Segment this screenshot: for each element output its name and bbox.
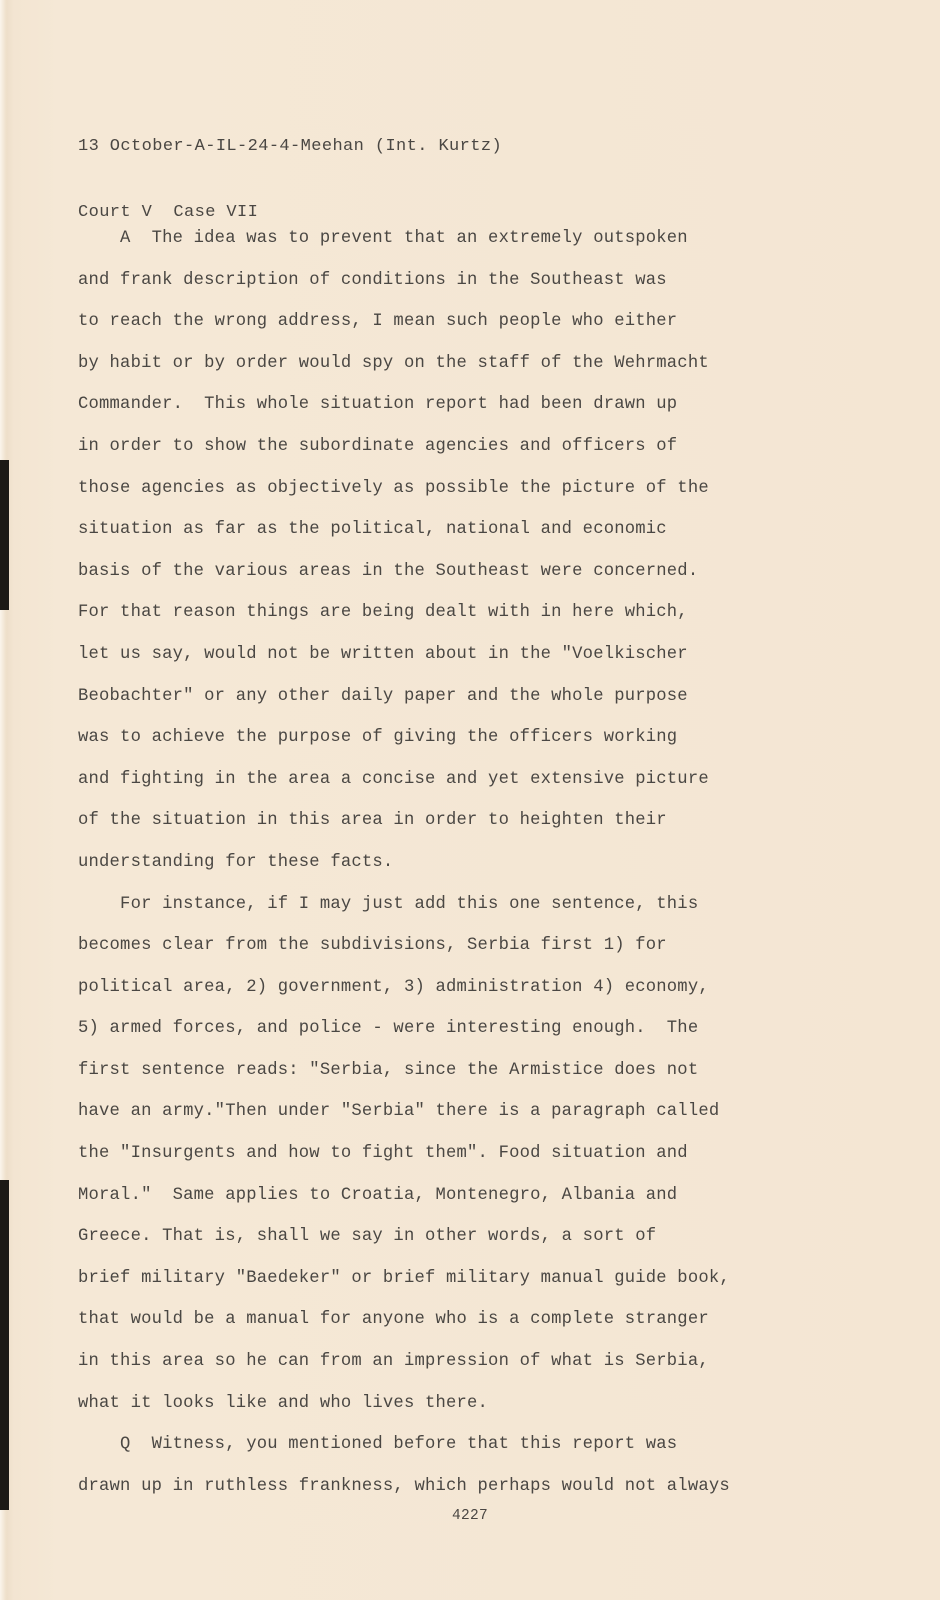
- transcript-line: let us say, would not be written about in the "Voelkischer: [78, 644, 688, 664]
- transcript-line: that would be a manual for anyone who is a complete stranger: [78, 1310, 709, 1330]
- transcript-line: Beobachter" or any other daily paper and the whole purpose: [78, 686, 688, 706]
- transcript-line: Moral." Same applies to Croatia, Montenegro, Albania and: [78, 1185, 678, 1205]
- transcript-line: becomes clear from the subdivisions, Serbia first 1) for: [78, 936, 667, 956]
- transcript-line: A The idea was to prevent that an extremely outspoken: [78, 229, 688, 248]
- transcript-line: situation as far as the political, national and economic: [78, 520, 667, 540]
- transcript-line: Greece. That is, shall we say in other words, a sort of: [78, 1227, 657, 1247]
- transcript-line: brief military "Baedeker" or brief military manual guide book,: [78, 1268, 730, 1288]
- transcript-line: Q Witness, you mentioned before that this report was: [78, 1435, 678, 1455]
- transcript-line: basis of the various areas in the Southeast were concerned.: [78, 561, 699, 581]
- transcript-line: was to achieve the purpose of giving the officers working: [78, 728, 678, 748]
- transcript-line: and fighting in the area a concise and yet extensive picture: [78, 769, 709, 789]
- header-session-line: 13 October-A-IL-24-4-Meehan (Int. Kurtz): [78, 137, 503, 156]
- transcript-line: to reach the wrong address, I mean such people who either: [78, 312, 678, 332]
- binding-mark-upper: [0, 460, 9, 610]
- transcript-line: Commander. This whole situation report had been drawn up: [78, 395, 678, 415]
- transcript-line: the "Insurgents and how to fight them". Food situation and: [78, 1144, 688, 1164]
- transcript-line: For that reason things are being dealt with in here which,: [78, 603, 688, 623]
- transcript-line: first sentence reads: "Serbia, since the Armistice does not: [78, 1060, 699, 1080]
- transcript-line: 5) armed forces, and police - were interesting enough. The: [78, 1019, 699, 1039]
- transcript-line: political area, 2) government, 3) administration 4) economy,: [78, 977, 709, 997]
- transcript-line: and frank description of conditions in the Southeast was: [78, 270, 667, 290]
- binding-mark-lower: [0, 1180, 9, 1510]
- transcript-line: in this area so he can from an impression of what is Serbia,: [78, 1352, 709, 1372]
- transcript-body: [78, 218, 858, 1507]
- transcript-line: what it looks like and who lives there.: [78, 1393, 489, 1413]
- transcript-line: those agencies as objectively as possible the picture of the: [78, 478, 709, 498]
- transcript-line: in order to show the subordinate agencies and officers of: [78, 436, 678, 456]
- transcript-line: of the situation in this area in order to heighten their: [78, 811, 667, 831]
- page-number: 4227: [451, 1508, 488, 1524]
- header-court-case-line: Court V Case VII: [78, 203, 259, 222]
- transcript-line: For instance, if I may just add this one sentence, this: [78, 894, 699, 914]
- transcript-line: by habit or by order would spy on the staff of the Wehrmacht: [78, 353, 709, 373]
- transcript-line: drawn up in ruthless frankness, which perhaps would not always: [78, 1476, 730, 1496]
- transcript-line: understanding for these facts.: [78, 852, 394, 872]
- transcript-line: have an army."Then under "Serbia" there is a paragraph called: [78, 1102, 720, 1122]
